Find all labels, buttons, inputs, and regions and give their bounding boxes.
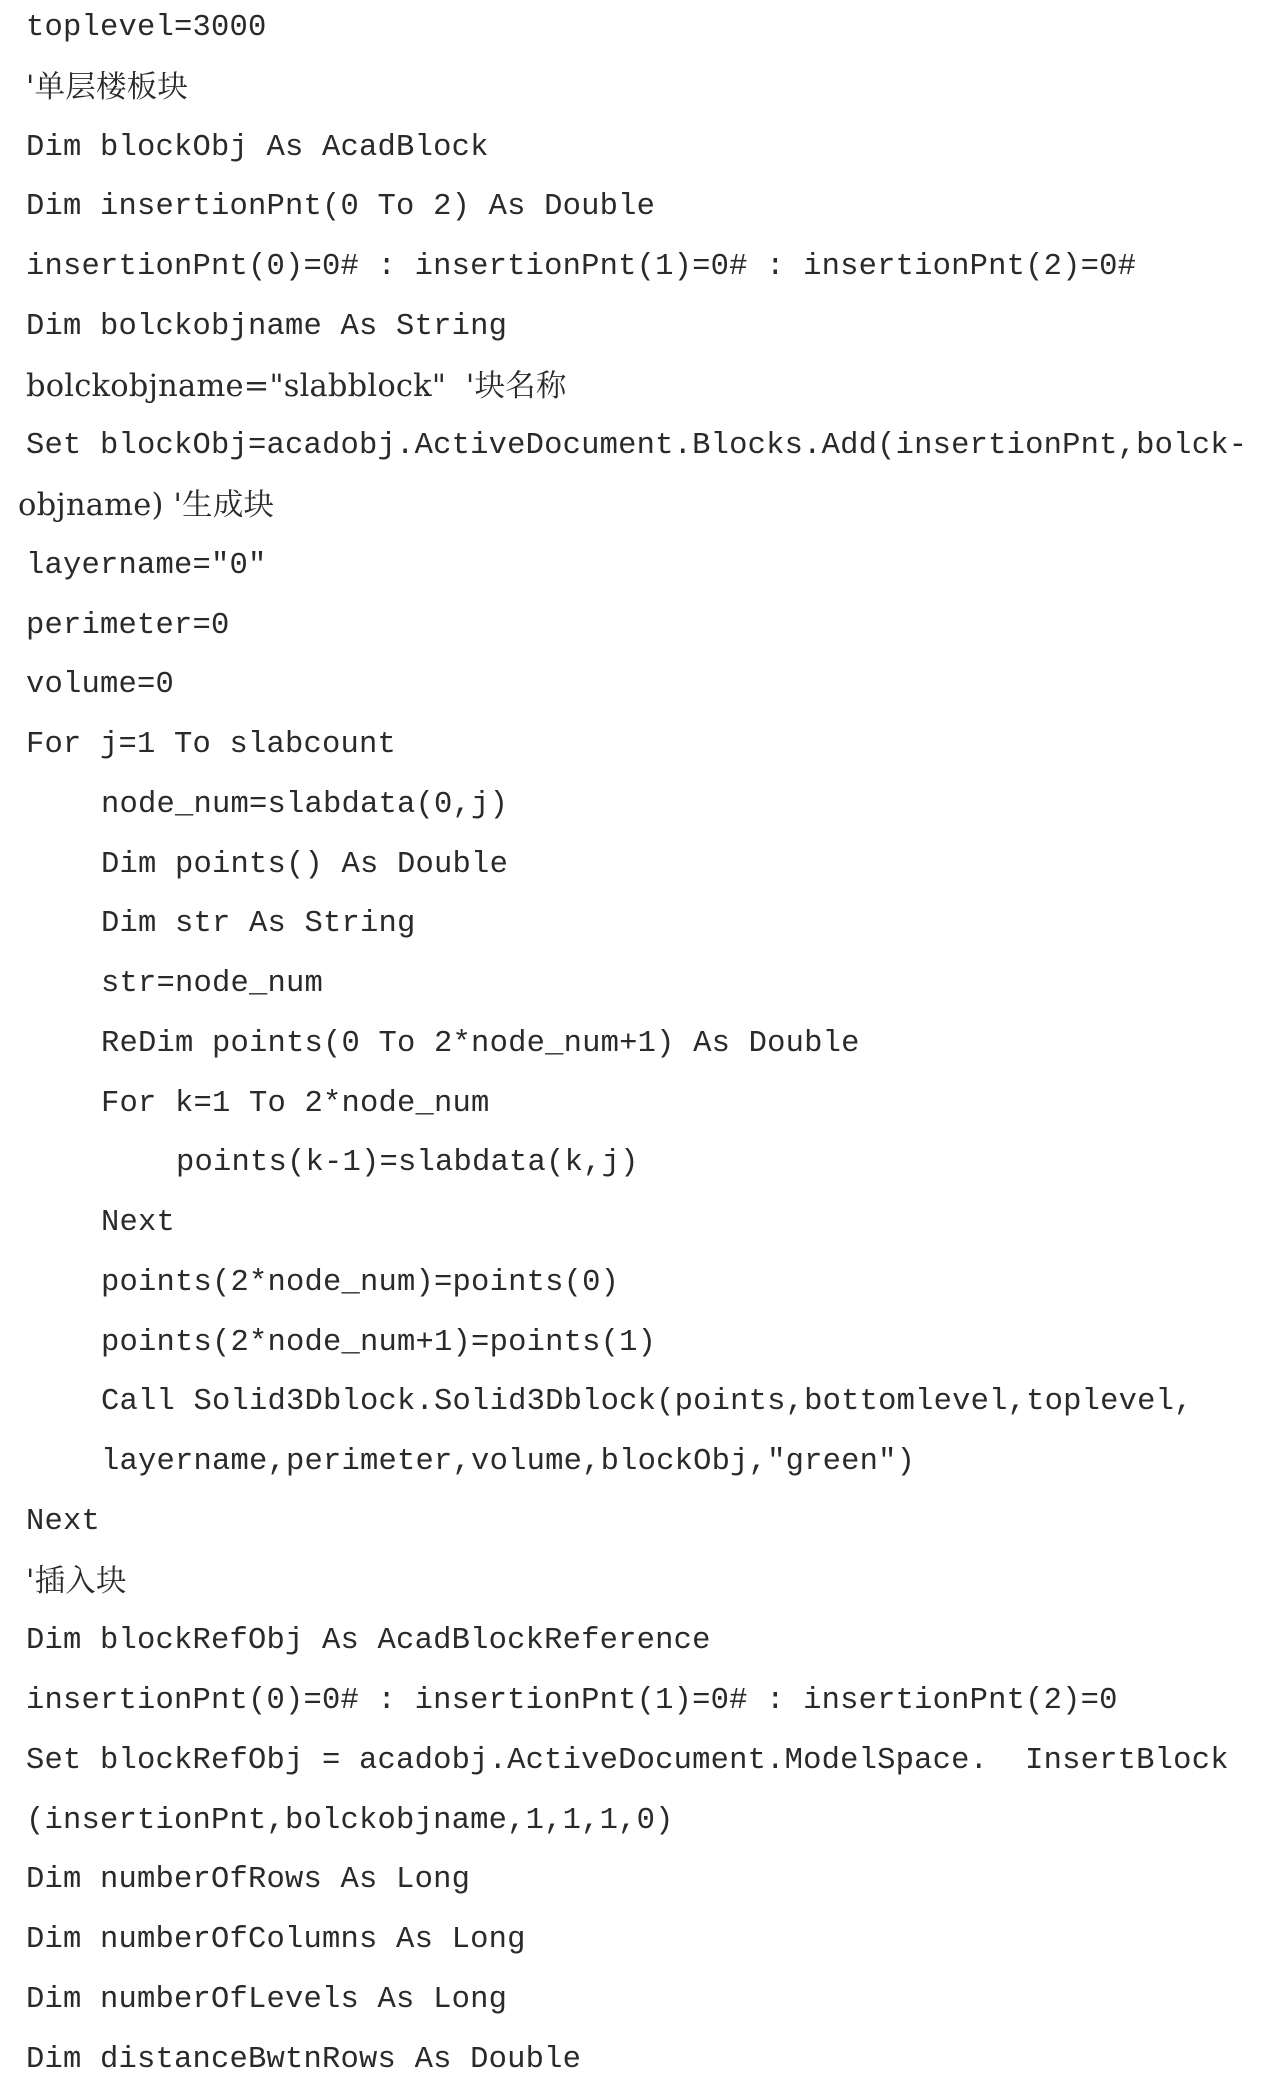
code-line-continuation: (insertionPnt,bolckobjname,1,1,1,0)	[26, 1799, 1281, 1859]
code-line: Dim insertionPnt(0 To 2) As Double	[26, 185, 1281, 245]
code-line: bolckobjname="slabblock" '块名称	[26, 365, 1281, 425]
code-line-continuation: layername,perimeter,volume,blockObj,"green")	[26, 1440, 1281, 1500]
code-line: Dim blockObj As AcadBlock	[26, 126, 1281, 186]
code-line: insertionPnt(0)=0# : insertionPnt(1)=0# : insertionPnt(2)=0#	[26, 245, 1281, 305]
code-line: Dim distanceBwtnRows As Double	[26, 2038, 1281, 2097]
code-line: str=node_num	[26, 962, 1281, 1022]
code-line: ReDim points(0 To 2*node_num+1) As Double	[26, 1022, 1281, 1082]
code-line: insertionPnt(0)=0# : insertionPnt(1)=0# : insertionPnt(2)=0	[26, 1679, 1281, 1739]
code-line: points(2*node_num+1)=points(1)	[26, 1321, 1281, 1381]
code-line: Set blockObj=acadobj.ActiveDocument.Blocks.Add(insertionPnt,bolck-	[26, 424, 1281, 484]
code-line: Call Solid3Dblock.Solid3Dblock(points,bottomlevel,toplevel,	[26, 1380, 1281, 1440]
code-line: Next	[26, 1500, 1281, 1560]
code-line: layername="0"	[26, 544, 1281, 604]
code-line: Dim str As String	[26, 902, 1281, 962]
code-line: Dim points() As Double	[26, 843, 1281, 903]
code-line: Set blockRefObj = acadobj.ActiveDocument.ModelSpace. InsertBlock	[26, 1739, 1281, 1799]
code-line: toplevel=3000	[26, 6, 1281, 66]
code-line: Dim numberOfRows As Long	[26, 1858, 1281, 1918]
code-line: For k=1 To 2*node_num	[26, 1082, 1281, 1142]
code-line: volume=0	[26, 663, 1281, 723]
code-listing	[26, 6, 1281, 2097]
code-line: points(2*node_num)=points(0)	[26, 1261, 1281, 1321]
code-line: Dim numberOfLevels As Long	[26, 1978, 1281, 2038]
code-comment-line: '单层楼板块	[26, 66, 1281, 126]
code-line: node_num=slabdata(0,j)	[26, 783, 1281, 843]
code-line-continuation: objname) '生成块	[18, 484, 1281, 544]
code-line: perimeter=0	[26, 604, 1281, 664]
code-line: Dim blockRefObj As AcadBlockReference	[26, 1619, 1281, 1679]
code-line: points(k-1)=slabdata(k,j)	[26, 1141, 1281, 1201]
code-line: Next	[26, 1201, 1281, 1261]
code-line: Dim numberOfColumns As Long	[26, 1918, 1281, 1978]
code-line: For j=1 To slabcount	[26, 723, 1281, 783]
code-comment-line: '插入块	[26, 1560, 1281, 1620]
code-line: Dim bolckobjname As String	[26, 305, 1281, 365]
